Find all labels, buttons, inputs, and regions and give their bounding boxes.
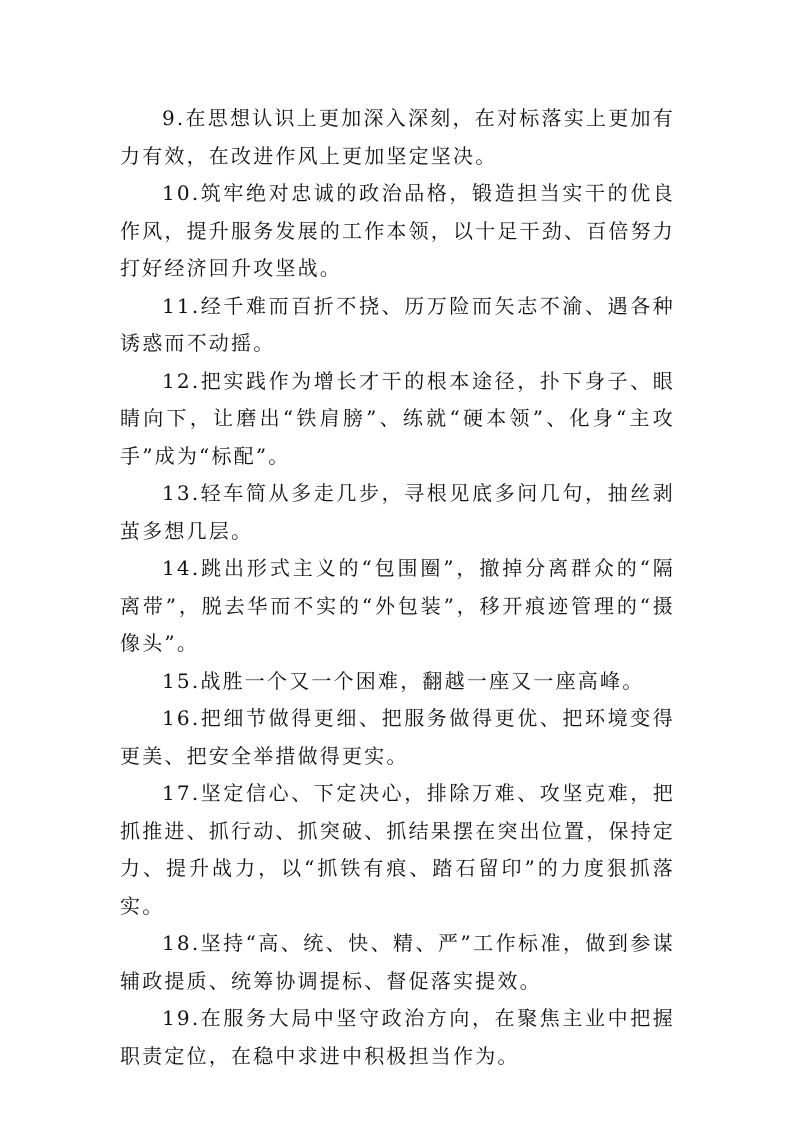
document-page <box>120 100 675 1075</box>
paragraph-item-15: 15.战胜一个又一个困难，翻越一座又一座高峰。 <box>162 668 645 693</box>
paragraph-item-16: 16.把细节做得更细、把服务做得更优、把环境变得更美、把安全举措做得更实。 <box>120 706 675 768</box>
paragraph-item-9: 9.在思想认识上更加深入深刻，在对标落实上更加有力有效，在改进作风上更加坚定坚决。 <box>120 106 675 168</box>
paragraph-item-10: 10.筑牢绝对忠诚的政治品格，锻造担当实干的优良作风，提升服务发展的工作本领，以十足干劲、百倍努力打好经济回升攻坚战。 <box>120 181 675 280</box>
paragraph-item-13: 13.轻车简从多走几步，寻根见底多问几句，抽丝剥茧多想几层。 <box>120 481 675 543</box>
paragraph-item-11: 11.经千难而百折不挠、历万险而矢志不渝、遇各种诱惑而不动摇。 <box>120 293 675 355</box>
paragraph-item-18: 18.坚持“高、统、快、精、严”工作标准，做到参谋辅政提质、统筹协调提标、督促落实提效。 <box>120 931 675 993</box>
paragraph-item-12: 12.把实践作为增长才干的根本途径，扑下身子、眼睛向下，让磨出“铁肩膀”、练就“硬本领”、化身“主攻手”成为“标配”。 <box>120 368 675 468</box>
paragraph-item-17: 17.坚定信心、下定决心，排除万难、攻坚克难，把抓推进、抓行动、抓突破、抓结果摆在突出位置，保持定力、提升战力，以“抓铁有痕、踏石留印”的力度狠抓落实。 <box>120 781 675 918</box>
paragraph-item-14: 14.跳出形式主义的“包围圈”，撤掉分离群众的“隔离带”，脱去华而不实的“外包装”，移开痕迹管理的“摄像头”。 <box>120 556 675 655</box>
paragraph-item-19: 19.在服务大局中坚守政治方向，在聚焦主业中把握职责定位，在稳中求进中积极担当作为。 <box>120 1006 675 1068</box>
